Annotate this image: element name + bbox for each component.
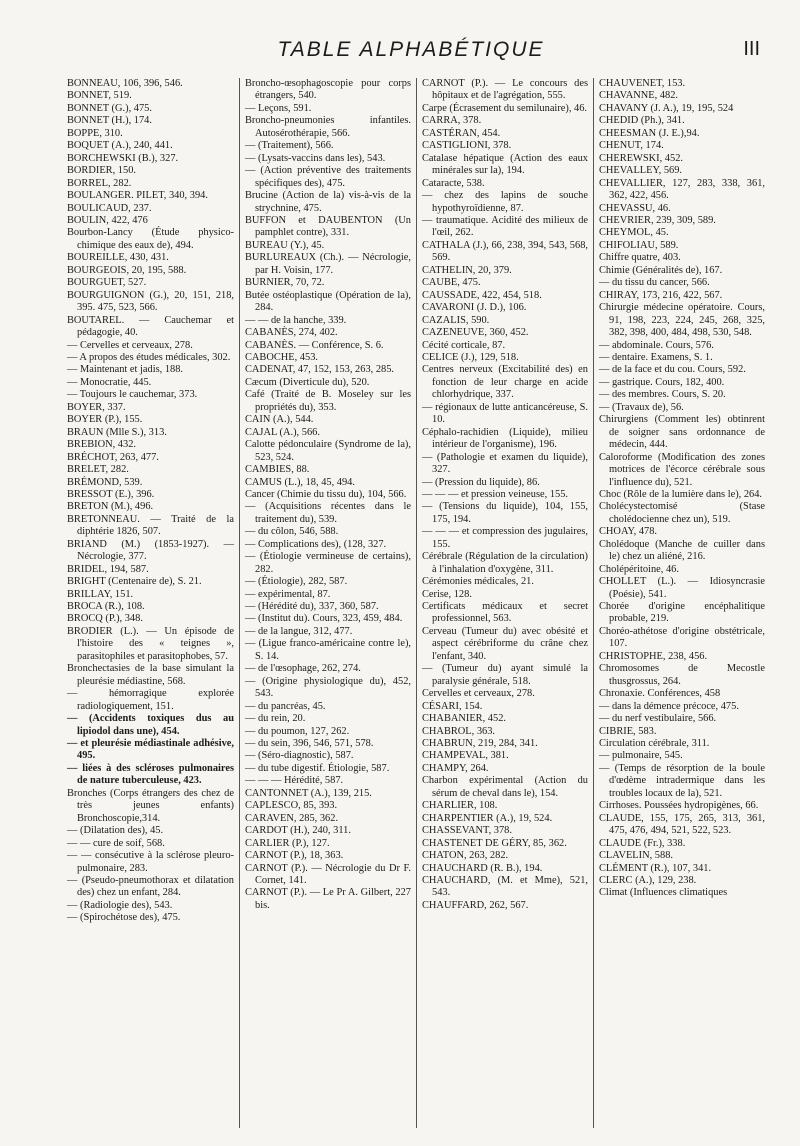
index-entry: Chirurgiens (Comment les) obtinrent de soigner sans ordonnance de médecin, 444.: [599, 414, 765, 451]
index-entry: — abdominale. Cours, 576.: [599, 339, 714, 351]
index-entry: — (Action préventive des traitements spécifiques des), 475.: [245, 165, 411, 189]
index-entry: — expérimental, 87.: [245, 588, 331, 600]
index-entry: — hémorragique explorée radiologiquement, 151.: [67, 688, 234, 712]
index-entry: BRÉMOND, 539.: [67, 476, 143, 488]
index-entry: — du tube digestif. Étiologie, 587.: [245, 762, 390, 774]
index-entry: CHAVANNE, 482.: [599, 90, 678, 102]
index-entry: BRETON (M.), 496.: [67, 501, 154, 513]
index-entry: Cholépéritoine, 46.: [599, 563, 679, 575]
index-entry: Cécité corticale, 87.: [422, 339, 506, 351]
index-entry: CAMBIES, 88.: [245, 464, 310, 476]
index-entry: Cerveau (Tumeur du) avec obésité et aspect cérébriforme du crâne chez l'enfant, 340.: [422, 625, 588, 662]
index-entry: BOULICAUD, 237.: [67, 202, 152, 214]
index-entry: — Complications des), (128, 327.: [245, 538, 387, 550]
index-entry: — du sein, 396, 546, 571, 578.: [245, 738, 374, 750]
index-entry: BRELET, 282.: [67, 464, 129, 476]
index-entry: BUREAU (Y.), 45.: [245, 239, 325, 251]
index-entry: Cholédoque (Manche de cuiller dans le) chez un aliéné, 216.: [599, 538, 765, 563]
index-entry: Céphalo-rachidien (Liquide), milieu intérieur de l'organisme), 196.: [422, 426, 588, 451]
index-entry: Broncho-pneumonies infantiles. Autosérothérapie, 566.: [245, 115, 411, 139]
index-entry: — et pleurésie médiastinale adhésive, 495.: [67, 738, 234, 762]
index-entry: CADENAT, 47, 152, 153, 263, 285.: [245, 364, 395, 376]
index-entry: BOUTAREL. — Cauchemar et pédagogie, 40.: [67, 314, 234, 339]
index-entry: CHASTENET DE GÉRY, 85, 362.: [422, 837, 567, 849]
index-entry: CÉSARI, 154.: [422, 700, 483, 712]
index-entry: BOURGEOIS, 20, 195, 588.: [67, 264, 187, 276]
index-entry: BOPPE, 310.: [67, 127, 123, 139]
index-entry: CHARLIER, 108.: [422, 800, 498, 812]
index-entry: BOULIN, 422, 476: [67, 214, 148, 226]
index-entry: — liées à des scléroses pulmonaires de nature tuberculeuse, 423.: [67, 762, 234, 787]
index-entry: CANTONNET (A.), 139, 215.: [245, 787, 372, 799]
index-entry: CHAUCHARD, (M. et Mme), 521, 543.: [422, 875, 588, 899]
index-entry: CARLIER (P.), 127.: [245, 837, 330, 849]
index-entry: BOYER, 337.: [67, 401, 126, 413]
index-entry: CAZALIS, 590.: [422, 314, 490, 326]
index-entry: Choréo-athétose d'origine obstétricale, 107.: [599, 625, 765, 650]
page-title: TABLE ALPHABÉTIQUE: [277, 38, 545, 61]
index-entry: — (Travaux de), 56.: [599, 401, 684, 413]
index-entry: Cholécystectomisé (Stase cholédocienne chez un), 519.: [599, 501, 765, 525]
index-entry: — (Spirochétose des), 475.: [67, 912, 181, 924]
index-entry: BROCA (R.), 108.: [67, 601, 145, 613]
index-entry: — (Tumeur du) ayant simulé la paralysie générale, 518.: [422, 663, 588, 687]
index-entry: — (Pathologie et examen du liquide), 327.: [422, 451, 588, 476]
index-entry: Cæcum (Diverticule du), 520.: [245, 376, 370, 388]
index-entry: Circulation cérébrale, 311.: [599, 738, 710, 750]
index-entry: — du pancréas, 45.: [245, 700, 326, 712]
index-entry: CARRA, 378.: [422, 115, 482, 127]
index-entry: — — — Hérédité, 587.: [245, 775, 344, 787]
index-entry: — (Séro-diagnostic), 587.: [245, 750, 354, 762]
index-entry: — du rein, 20.: [245, 713, 306, 725]
index-entry: Brucine (Action de la) vis-à-vis de la strychnine, 475.: [245, 190, 411, 214]
index-entry: — (Origine physiologique du), 452, 543.: [245, 675, 411, 700]
index-entry: CHAMPEVAL, 381.: [422, 750, 509, 762]
index-entry: — (Ligue franco-américaine contre le), S. 14.: [245, 638, 411, 662]
index-entry: — (Tensions du liquide), 104, 155, 175, 194.: [422, 501, 588, 525]
index-entry: Cérébrale (Régulation de la circulation) à l'inhalation d'oxygène, 311.: [422, 551, 588, 575]
index-entry: Cerise, 128.: [422, 588, 472, 600]
index-entry: BONNEAU, 106, 396, 546.: [67, 78, 183, 89]
index-entry: BOURGUET, 527.: [67, 277, 147, 289]
index-entry: CHIFOLIAU, 589.: [599, 239, 679, 251]
index-entry: BOYER (P.), 155.: [67, 414, 143, 426]
index-entry: Calotte pédonculaire (Syndrome de la), 523, 524.: [245, 439, 411, 463]
index-entry: BRIAND (M.) (1853-1927). — Nécrologie, 377.: [67, 538, 234, 563]
index-entry: CELICE (J.), 129, 518.: [422, 351, 519, 363]
index-entry: BRIGHT (Centenaire de), S. 21.: [67, 576, 202, 588]
index-entry: Cérémonies médicales, 21.: [422, 576, 534, 588]
index-entry: BORREL, 282.: [67, 177, 132, 189]
index-entry: — du tissu du cancer, 566.: [599, 277, 710, 289]
index-entry: Bronchectasies de la base simulant la pleurésie médiastine, 568.: [67, 663, 234, 687]
index-entry: BROCQ (P.), 348.: [67, 613, 143, 625]
index-entry: CHEYMOL, 45.: [599, 227, 669, 239]
index-entry: — des membres. Cours, S. 20.: [599, 389, 726, 401]
index-entry: Cervelles et cerveaux, 278.: [422, 688, 535, 700]
index-entry: CAPLESCO, 85, 393.: [245, 800, 338, 812]
index-entry: BRESSOT (E.), 396.: [67, 488, 155, 500]
index-entry: — — consécutive à la sclérose pleuro-pulmonaire, 283.: [67, 850, 234, 874]
index-entry: — (Temps de résorption de la boule d'œdème intradermique dans les troubles locaux de la), 521.: [599, 762, 765, 799]
index-entry: — — de la hanche, 339.: [245, 314, 347, 326]
index-entry: CARNOT (P.). — Le concours des hôpitaux et de l'agrégation, 555.: [422, 78, 588, 102]
index-entry: — Maintenant et jadis, 188.: [67, 364, 184, 376]
index-entry: — (Lysats-vaccins dans les), 543.: [245, 152, 386, 164]
index-entry: BONNET (H.), 174.: [67, 115, 152, 127]
index-entry: — dentaire. Examens, S. 1.: [599, 351, 713, 363]
index-entry: BOURGUIGNON (G.), 20, 151, 218, 395. 475, 523, 566.: [67, 289, 234, 314]
index-entry: CARNOT (P.). — Le Pr A. Gilbert, 227 bis.: [245, 887, 411, 911]
index-entry: — (Pression du liquide), 86.: [422, 476, 540, 488]
index-entry: — régionaux de lutte anticancéreuse, S. 10.: [422, 401, 588, 426]
index-entry: — (Pseudo-pneumothorax et dilatation des) chez un enfant, 284.: [67, 875, 234, 899]
index-entry: CASTÉRAN, 454.: [422, 127, 501, 139]
index-entry: — A propos des études médicales, 302.: [67, 351, 231, 363]
index-entry: BURLUREAUX (Ch.). — Nécrologie, par H. Voisin, 177.: [245, 252, 411, 276]
index-entry: CASTIGLIONI, 378.: [422, 140, 512, 152]
index-entry: Certificats médicaux et secret professionnel, 563.: [422, 601, 588, 625]
index-entry: Chiffre quatre, 403.: [599, 252, 681, 264]
index-entry: Broncho-œsophagoscopie pour corps étrangers, 540.: [245, 78, 411, 102]
index-entry: CABANÈS. — Conférence, S. 6.: [245, 339, 384, 351]
index-entry: Chromosomes de Mecostle thusgrossus, 264.: [599, 663, 765, 687]
index-entry: CAZENEUVE, 360, 452.: [422, 327, 529, 339]
index-entry: CAJAL (A.), 566.: [245, 426, 320, 438]
index-entry: CATHALA (J.), 66, 238, 394, 543, 568, 569.: [422, 239, 588, 264]
index-entry: CHRISTOPHE, 238, 456.: [599, 650, 708, 662]
index-entry: BRÉCHOT, 263, 477.: [67, 451, 159, 463]
index-entry: — (Dilatation des), 45.: [67, 825, 164, 837]
index-entry: — — cure de soif, 568.: [67, 837, 165, 849]
index-entry: CHAUFFARD, 262, 567.: [422, 899, 529, 911]
index-entry: CAVARONI (J. D.), 106.: [422, 302, 527, 314]
index-columns: [62, 78, 770, 1128]
index-entry: CHATON, 263, 282.: [422, 850, 509, 862]
index-entry: CLAUDE, 155, 175, 265, 313, 361, 475, 476, 494, 521, 522, 523.: [599, 812, 765, 837]
index-entry: CHENUT, 174.: [599, 140, 664, 152]
index-entry: — de la langue, 312, 477.: [245, 625, 353, 637]
index-entry: CHABANIER, 452.: [422, 713, 506, 725]
index-entry: Chorée d'origine encéphalitique probable, 219.: [599, 601, 765, 625]
index-entry: — (Hérédité du), 337, 360, 587.: [245, 601, 379, 613]
index-entry: — (Institut du). Cours, 323, 459, 484.: [245, 613, 403, 625]
index-entry: BORCHEWSKI (B.), 327.: [67, 152, 179, 164]
index-entry: CHAUCHARD (R. B.), 194.: [422, 862, 543, 874]
index-entry: — Cervelles et cerveaux, 278.: [67, 339, 193, 351]
index-entry: Chimie (Généralités de), 167.: [599, 264, 723, 276]
index-entry: Catalase hépatique (Action des eaux minérales sur la), 194.: [422, 152, 588, 177]
index-entry: BOULANGER. PILET, 340, 394.: [67, 190, 208, 202]
index-entry: CARNOT (P.), 18, 363.: [245, 850, 344, 862]
index-entry: CHAMPY, 264.: [422, 762, 489, 774]
index-entry: Climat (Influences climatiques: [599, 887, 728, 899]
index-entry: — Monocratie, 445.: [67, 376, 152, 388]
index-entry: — (Acquisitions récentes dans le traitement du), 539.: [245, 501, 411, 525]
index-entry: — Leçons, 591.: [245, 102, 312, 114]
index-entry: CHAVANY (J. A.), 19, 195, 524: [599, 102, 734, 114]
index-entry: CLAVELIN, 588.: [599, 850, 673, 862]
index-entry: CHEVASSU, 46.: [599, 202, 671, 214]
index-column-3: [416, 78, 593, 1128]
index-entry: CHEVALLEY, 569.: [599, 165, 683, 177]
index-entry: Choc (Rôle de la lumière dans le), 264.: [599, 488, 763, 500]
index-entry: CHEVALLIER, 127, 283, 338, 361, 362, 422, 456.: [599, 177, 765, 202]
page-header: [62, 38, 760, 72]
index-entry: BRILLAY, 151.: [67, 588, 134, 600]
index-entry: CLÉMENT (R.), 107, 341.: [599, 862, 712, 874]
index-entry: CAIN (A.), 544.: [245, 414, 314, 426]
index-entry: CARNOT (P.). — Nécrologie du Dr F. Cornet, 141.: [245, 862, 411, 886]
index-entry: — (Accidents toxiques dus au lipiodol dans une), 454.: [67, 713, 234, 737]
index-entry: CHAUVENET, 153.: [599, 78, 686, 89]
index-entry: — chez des lapins de souche hypothyroïdienne, 87.: [422, 190, 588, 214]
index-column-1: [62, 78, 239, 1128]
index-entry: Cirrhoses. Poussées hydropigènes, 66.: [599, 800, 759, 812]
index-entry: — du nerf vestibulaire, 566.: [599, 713, 717, 725]
index-entry: — (Radiologie des), 543.: [67, 899, 173, 911]
index-entry: CLERC (A.), 129, 238.: [599, 875, 697, 886]
index-column-2: [239, 78, 416, 1128]
index-entry: Café (Traité de B. Moseley sur les propriétés du), 353.: [245, 389, 411, 413]
index-entry: CABANÈS, 274, 402.: [245, 327, 338, 339]
index-entry: Butée ostéoplastique (Opération de la), 284.: [245, 289, 411, 314]
page-number: III: [743, 38, 760, 60]
index-entry: CHOLLET (L.). — Idiosyncrasie (Poésie), 541.: [599, 576, 765, 600]
index-entry: — — — et compression des jugulaires, 155.: [422, 526, 588, 550]
index-entry: BORDIER, 150.: [67, 165, 136, 177]
index-entry: — traumatique. Acidité des milieux de l'œil, 262.: [422, 214, 588, 239]
index-entry: BONNET (G.), 475.: [67, 102, 152, 114]
index-entry: CHASSEVANT, 378.: [422, 825, 512, 837]
index-entry: Chirurgie médecine opératoire. Cours, 91, 198, 223, 224, 245, 268, 325, 382, 398, 400, 484, 498, 530, 548.: [599, 302, 765, 339]
index-entry: CHARPENTIER (A.), 19, 524.: [422, 812, 553, 824]
index-entry: — dans la démence précoce, 475.: [599, 700, 739, 712]
index-entry: Charbon expérimental (Action du sérum de cheval dans le), 154.: [422, 775, 588, 799]
index-entry: CAMUS (L.), 18, 45, 494.: [245, 476, 355, 488]
index-entry: CHEVRIER, 239, 309, 589.: [599, 214, 716, 226]
index-entry: CHABROL, 363.: [422, 725, 496, 737]
index-entry: Caloroforme (Modification des zones motrices de l'écorce cérébrale sous l'influence du), 521.: [599, 451, 765, 488]
index-entry: CHEDID (Ph.), 341.: [599, 115, 685, 127]
index-entry: Chronaxie. Conférences, 458: [599, 688, 721, 700]
index-entry: Centres nerveux (Excitabilité des) en fonction de leur charge en acide chlorhydrique, 337.: [422, 364, 588, 401]
index-entry: — (Traitement), 566.: [245, 140, 334, 152]
index-entry: CAUBE, 475.: [422, 277, 481, 289]
index-entry: CIBRIE, 583.: [599, 725, 657, 737]
index-entry: BRETONNEAU. — Traité de la diphtérie 1826, 507.: [67, 513, 234, 538]
index-entry: — — — et pression veineuse, 155.: [422, 488, 569, 500]
index-entry: CABOCHE, 453.: [245, 351, 319, 363]
index-entry: BONNET, 519.: [67, 90, 132, 102]
index-entry: — (Étiologie vermineuse de certains), 282.: [245, 551, 411, 575]
index-entry: Cataracte, 538.: [422, 177, 485, 189]
index-entry: CLAUDE (Fr.), 338.: [599, 837, 686, 849]
index-entry: CHOAY, 478.: [599, 526, 658, 538]
index-entry: CARAVEN, 285, 362.: [245, 812, 339, 824]
index-entry: — (Étiologie), 282, 587.: [245, 576, 348, 588]
index-entry: Bourbon-Lancy (Étude physico-chimique des eaux de), 494.: [67, 227, 234, 251]
index-entry: Bronches (Corps étrangers des chez de très jeunes enfants) Bronchoscopie,314.: [67, 787, 234, 824]
index-column-4: [593, 78, 770, 1128]
index-entry: BURNIER, 70, 72.: [245, 277, 325, 289]
index-entry: BOQUET (A.), 240, 441.: [67, 140, 173, 152]
index-entry: BRAUN (Mlle S.), 313.: [67, 426, 167, 438]
index-entry: — pulmonaire, 545.: [599, 750, 683, 762]
index-entry: CARDOT (H.), 240, 311.: [245, 825, 351, 837]
index-entry: — gastrique. Cours, 182, 400.: [599, 376, 725, 388]
index-entry: — du poumon, 127, 262.: [245, 725, 350, 737]
index-entry: — Toujours le cauchemar, 373.: [67, 389, 198, 401]
index-entry: — de l'œsophage, 262, 274.: [245, 663, 361, 675]
index-entry: Cancer (Chimie du tissu du), 104, 566.: [245, 488, 407, 500]
index-entry: CHEREWSKI, 452.: [599, 152, 683, 164]
index-entry: CHIRAY, 173, 216, 422, 567.: [599, 289, 723, 301]
index-entry: BRIDEL, 194, 587.: [67, 563, 149, 575]
index-entry: BRODIER (L.). — Un épisode de l'histoire des « teignes », parasitophiles et parasitophobes, 57.: [67, 625, 234, 662]
index-entry: — de la face et du cou. Cours, 592.: [599, 364, 746, 376]
index-entry: CHABRUN, 219, 284, 341.: [422, 738, 538, 750]
index-entry: Carpe (Écrasement du semilunaire), 46.: [422, 102, 588, 114]
index-entry: BOUREILLE, 430, 431.: [67, 252, 169, 264]
index-entry: CHEESMAN (J. E.),94.: [599, 127, 700, 139]
index-entry: BREBION, 432.: [67, 439, 136, 451]
index-entry: CAUSSADE, 422, 454, 518.: [422, 289, 542, 301]
index-entry: — du côlon, 546, 588.: [245, 526, 339, 538]
index-entry: CATHELIN, 20, 379.: [422, 264, 512, 276]
index-entry: BUFFON et DAUBENTON (Un pamphlet contre), 331.: [245, 214, 411, 239]
